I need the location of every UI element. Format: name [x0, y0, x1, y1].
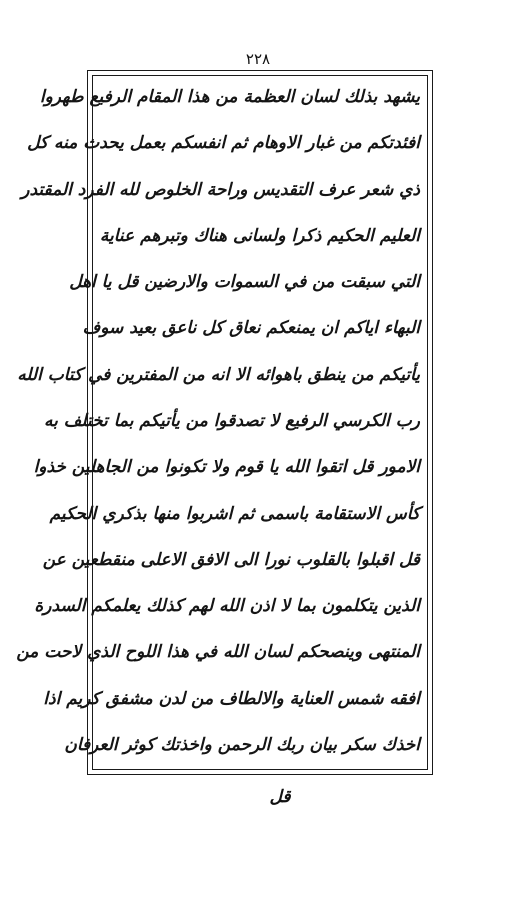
- text-line: كأس الاستقامة باسمى ثم اشربوا منها بذكري الحكيم: [49, 503, 420, 524]
- catchword: قل: [269, 787, 291, 807]
- text-line: البهاء اياكم ان يمنعكم نعاق كل ناعق بعيد سوف: [82, 318, 420, 339]
- text-line: ذي شعر عرف التقديس وراحة الخلوص لله الفرد المقتدر: [21, 179, 420, 200]
- text-line: الامور قل اتقوا الله يا قوم ولا تكونوا من الجاهلين خذوا: [33, 457, 420, 478]
- text-block: [16, 78, 422, 766]
- text-line: يأتيكم من ينطق باهوائه الا انه من المفترين في كتاب الله: [17, 364, 420, 385]
- text-line: رب الكرسي الرفيع لا تصدقوا من يأتيكم بما تختلف به: [43, 410, 420, 431]
- text-line: التي سبقت من في السموات والارضين قل يا اهل: [69, 272, 420, 293]
- text-line: افئدتكم من غبار الاوهام ثم انفسكم بعمل يحدث منه كل: [27, 133, 420, 154]
- text-line: العليم الحكيم ذكرا ولسانى هناك وتبرهم عناية: [99, 225, 420, 246]
- text-line: افقه شمس العناية والالطاف من لدن مشفق كريم اذا: [43, 688, 420, 709]
- text-line: اخذك سكر بيان ربك الرحمن واخذتك كوثر العرفان: [64, 734, 420, 755]
- text-line: الذين يتكلمون بما لا اذن الله لهم كذلك يعلمكم السدرة: [34, 596, 420, 617]
- text-line: المنتهى وينصحكم لسان الله في هذا اللوح الذي لاحت من: [16, 642, 420, 663]
- text-line: يشهد بذلك لسان العظمة من هذا المقام الرفيع طهروا: [39, 87, 420, 107]
- text-line: قل اقبلوا بالقلوب نورا الى الافق الاعلى منقطعين عن: [42, 549, 420, 570]
- page-number: ۲۲۸: [245, 50, 271, 68]
